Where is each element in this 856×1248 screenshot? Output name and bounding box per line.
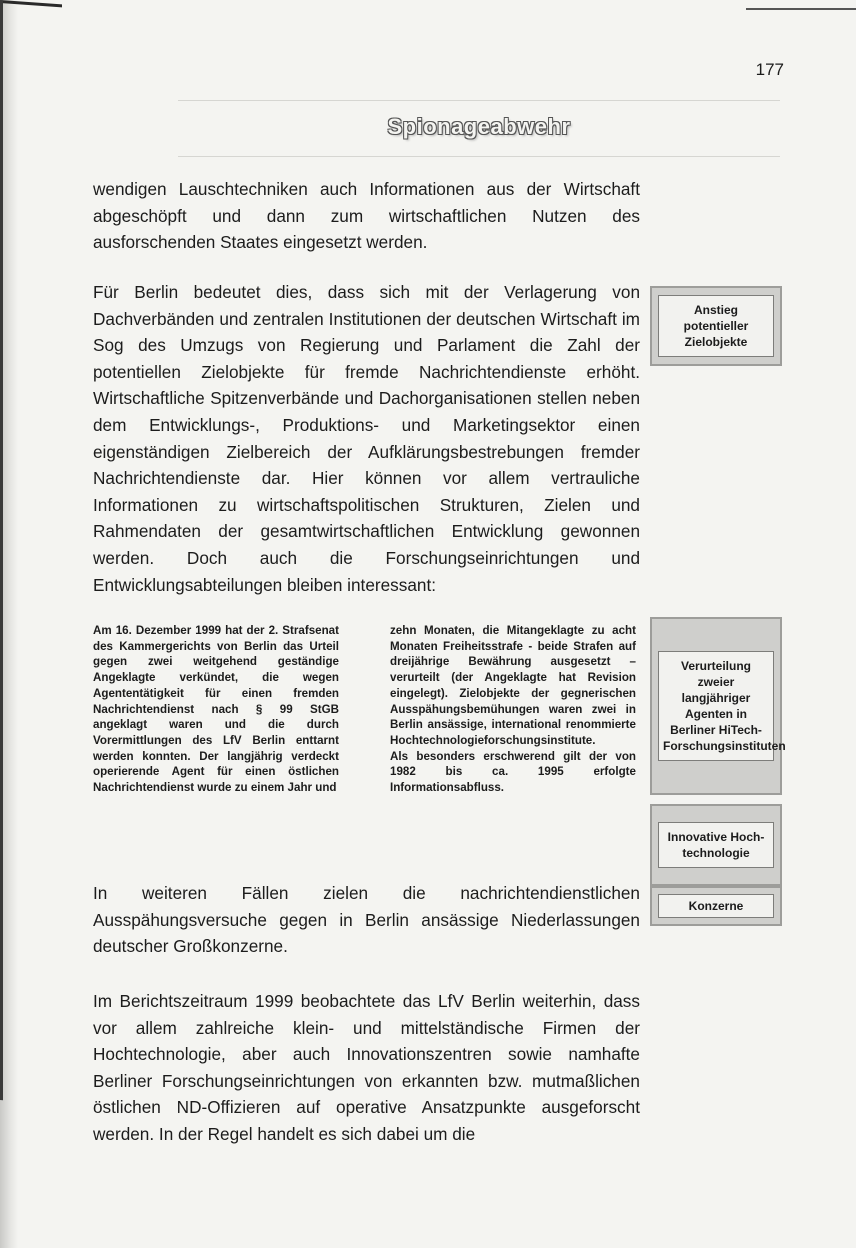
- body-paragraph-3: In weiteren Fällen zielen die nachrichtendienstlichen Ausspähungsversuche gegen in Berlin ansässige Niederlassungen deutscher Großkonzerne.: [93, 883, 640, 957]
- scan-corner-mark: [0, 0, 62, 33]
- body-paragraph-2: Für Berlin bedeutet dies, dass sich mit der Verlagerung von Dachverbänden und zentralen Institutionen der deutschen Wirtschaft im Sog des Umzugs von Regierung und Parlament die Zahl der potentiellen Zielobjekte für fremde Nachrichtendienste erhöht. Wirtschaftliche Spitzenverbände und Dachorganisationen stellen neben dem Entwicklungs-, Produktions- und Marketingsektor einen eigenständigen Zielbereich der Aufklärungsbestrebungen fremder Nachrichtendienste dar. Hier können vor allem vertrauliche Informationen zu wirtschaftspolitischen Strukturen, Zielen und Rahmendaten der gesamtwirtschaftlichen Entwicklung gewonnen werden. Doch auch die Forschungseinrichtungen und Entwicklungsabteilungen bleiben interessant:: [93, 282, 640, 595]
- margin-note-1: [650, 286, 782, 366]
- margin-note-1-label: Anstieg potentieller Zielobjekte: [658, 295, 774, 357]
- header-rule-bottom: [178, 156, 780, 157]
- section-title: Spionageabwehr: [387, 114, 571, 139]
- margin-note-2-label: Verurteilung zweier langjähriger Agenten in Berliner HiTech-Forschungsinstituten: [658, 651, 774, 761]
- case-report-left-column: [93, 623, 339, 796]
- body-paragraph-1: wendigen Lauschtechniken auch Informationen aus der Wirtschaft abgeschöpft und dann zum wirtschaftlichen Nutzen des ausforschenden Staates eingesetzt werden.: [93, 179, 640, 253]
- margin-note-4-label: Innovative Hoch-technologie: [658, 822, 774, 868]
- body-paragraph-4: Im Berichtszeitraum 1999 beobachtete das LfV Berlin weiterhin, dass vor allem zahlreiche klein- und mittelständische Firmen der Hochtechnologie, aber auch Innovationszentren sowie namhafte Berliner Forschungseinrichtungen von erkannten bzw. mutmaßlichen östlichen ND-Offizieren auf operative Ansatzpunkte ausgeforscht werden. In der Regel handelt es sich dabei um die: [93, 991, 640, 1144]
- page-number: 177: [755, 60, 784, 79]
- scan-edge-line: [746, 8, 856, 10]
- case-report-text-left: Am 16. Dezember 1999 hat der 2. Strafsenat des Kammergerichts von Berlin das Urteil gegen zwei weitgehend geständige Angeklagte verkündet, die wegen Agententätigkeit für einen fremden Nachrichtendienst nach § 99 StGB angeklagt waren und die durch Vorermittlungen des LfV Berlin enttarnt werden konnten. Der langjährig verdeckt operierende Agent für einen östlichen Nachrichtendienst wurde zu einem Jahr und: [93, 624, 339, 795]
- header-rule-top: [178, 100, 780, 101]
- margin-note-3-label: Konzerne: [658, 894, 774, 918]
- margin-note-2: [650, 617, 786, 795]
- case-report-text-right-2: Als besonders erschwerend gilt der von 1982 bis ca. 1995 erfolgte Informationsabfluss.: [390, 749, 636, 795]
- case-report-text-right: zehn Monaten, die Mitangeklagte zu acht Monaten Freiheitsstrafe - beide Strafen auf dreijährige Bewährung ausgesetzt – verurteilt (der Angeklagte hat Revision eingelegt). Zielobjekte der gegnerischen Ausspähungsbemühungen waren zwei in Berlin ansässige, international renommierte Hochtechnologieforschungsinstitute.: [390, 624, 636, 747]
- margin-note-4: [650, 804, 782, 886]
- margin-note-3: [650, 886, 782, 926]
- case-report-columns: [93, 623, 640, 853]
- case-report-right-column: [390, 623, 636, 796]
